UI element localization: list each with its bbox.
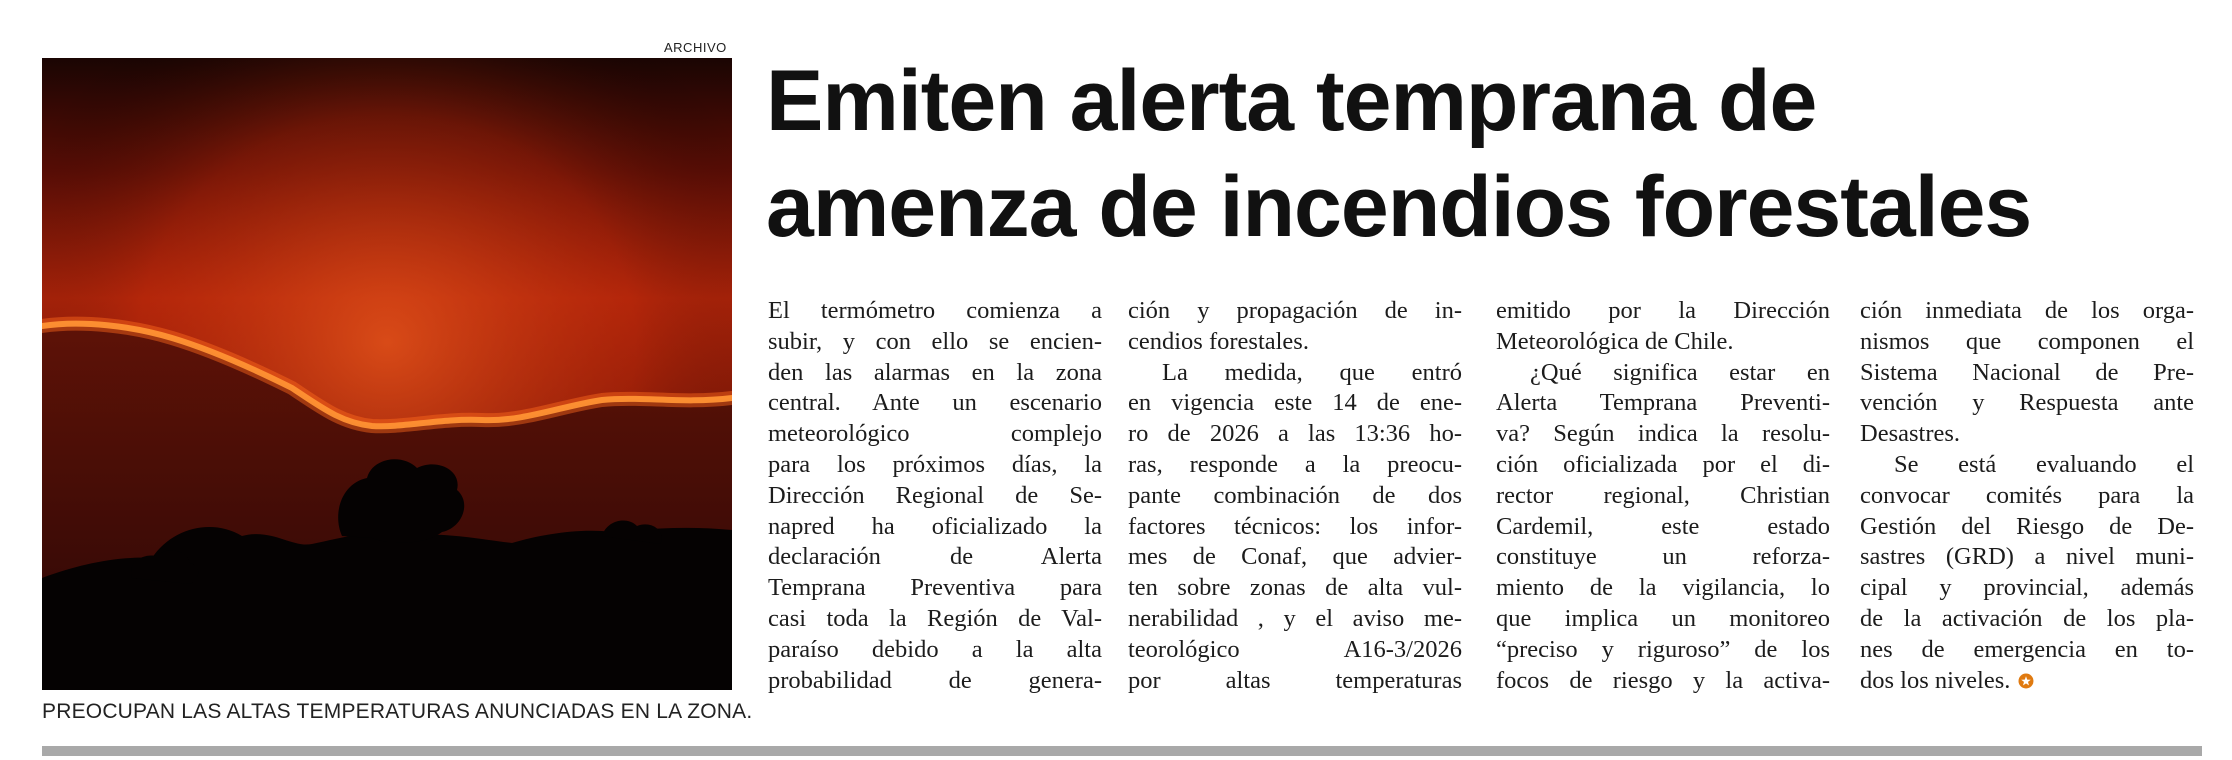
body-column-2	[1128, 296, 1462, 696]
body-text-line	[768, 666, 1102, 697]
body-text-line	[1860, 542, 2194, 573]
body-text-line	[1496, 573, 1830, 604]
body-text-line-text: pante combinación de dos	[1128, 481, 1462, 509]
body-text-line-text: ción y propagación de in-	[1128, 297, 1462, 324]
body-text-line	[1128, 635, 1462, 666]
body-text-line	[1860, 481, 2194, 512]
body-text-line	[1496, 512, 1830, 543]
body-text-line-text: Se está evaluando el	[1894, 450, 2194, 478]
body-column-4	[1860, 296, 2194, 696]
body-text-line	[768, 296, 1102, 327]
body-text-line	[768, 481, 1102, 512]
body-text-line-text: Alerta Temprana Preventi-	[1496, 389, 1830, 417]
body-text-line-text: cipal y provincial, además	[1860, 574, 2194, 602]
body-text-line-text: meteorológico complejo	[768, 420, 1102, 448]
body-text-line	[1860, 419, 2194, 450]
body-text-line	[768, 542, 1102, 573]
body-text-line-text: rector regional, Christian	[1496, 481, 1830, 509]
headline-line-1: Emiten alerta temprana de	[766, 53, 1817, 149]
body-text-line-text: ten sobre zonas de alta vul-	[1128, 574, 1462, 602]
body-text-line-text: El termómetro comienza a	[768, 297, 1102, 324]
body-text-line	[768, 573, 1102, 604]
body-text-line	[1860, 573, 2194, 604]
body-text-line-text: declaración de Alerta	[768, 543, 1102, 571]
photo-credit: ARCHIVO	[664, 40, 727, 55]
body-text-line-text: Gestión del Riesgo de De-	[1860, 512, 2194, 540]
body-text-line	[1860, 512, 2194, 543]
body-text-line	[768, 604, 1102, 635]
body-text-line	[1496, 604, 1830, 635]
body-text-line	[1496, 358, 1830, 389]
body-text-line-text: casi toda la Región de Val-	[768, 604, 1102, 632]
body-text-line	[1496, 450, 1830, 481]
body-text-line	[1496, 388, 1830, 419]
body-text-line-text: ro de 2026 a las 13:36 ho-	[1128, 420, 1462, 448]
body-text-line-text: Dirección Regional de Se-	[768, 481, 1102, 509]
wildfire-photo	[42, 58, 732, 690]
body-text-line	[1860, 604, 2194, 635]
body-text-line-text: napred ha oficializado la	[768, 512, 1102, 540]
body-text-line-text: ción inmediata de los orga-	[1860, 297, 2194, 324]
body-text-line	[768, 388, 1102, 419]
body-text-line	[768, 512, 1102, 543]
body-text-line-text: ción oficializada por el di-	[1496, 450, 1830, 478]
body-text-line	[1128, 419, 1462, 450]
body-text-line-text: Desastres.	[1860, 420, 1961, 448]
body-text-line-text: Meteorológica de Chile.	[1496, 327, 1734, 355]
body-text-line	[1860, 666, 2194, 697]
body-text-line-text: probabilidad de genera-	[768, 666, 1102, 694]
body-text-line-text: den las alarmas en la zona	[768, 358, 1102, 386]
body-text-line-text: dos los niveles.	[1860, 666, 2011, 694]
end-of-article-icon	[2018, 673, 2034, 689]
body-text-line	[1128, 327, 1462, 358]
body-text-line-text: cendios forestales.	[1128, 327, 1309, 355]
body-text-line	[1128, 358, 1462, 389]
body-text-line	[1496, 666, 1830, 697]
body-text-line-text: que implica un monitoreo	[1496, 604, 1830, 632]
body-text-line	[768, 635, 1102, 666]
body-text-line	[1860, 296, 2194, 327]
body-text-line	[1496, 635, 1830, 666]
body-text-line	[1128, 481, 1462, 512]
body-column-3	[1496, 296, 1830, 696]
body-text-line-text: nes de emergencia en to-	[1860, 635, 2194, 663]
body-text-line	[1128, 450, 1462, 481]
body-text-line-text: nismos que componen el	[1860, 327, 2194, 355]
body-text-line	[1128, 666, 1462, 697]
body-text-line	[1128, 604, 1462, 635]
body-text-line-text: va? Según indica la resolu-	[1496, 420, 1830, 448]
body-column-1	[768, 296, 1102, 696]
bottom-rule	[42, 746, 2202, 756]
body-text-line-text: paraíso debido a la alta	[768, 635, 1102, 663]
headline	[766, 48, 2206, 260]
body-text-line-text: sastres (GRD) a nivel muni-	[1860, 543, 2194, 571]
body-text-line	[768, 358, 1102, 389]
body-text-line-text: ¿Qué significa estar en	[1530, 358, 1830, 386]
body-text-line	[1128, 512, 1462, 543]
body-text-line	[768, 327, 1102, 358]
body-text-line-text: La medida, que entró	[1162, 358, 1462, 386]
body-text-line	[1860, 388, 2194, 419]
body-text-line-text: mes de Conaf, que advier-	[1128, 543, 1462, 571]
body-text-line	[1496, 481, 1830, 512]
body-text-line-text: de la activación de los pla-	[1860, 604, 2194, 632]
body-text-line-text: factores técnicos: los infor-	[1128, 512, 1462, 540]
body-text-line	[1496, 327, 1830, 358]
body-text-line	[1128, 388, 1462, 419]
body-text-line-text: emitido por la Dirección	[1496, 297, 1830, 324]
body-text-line-text: constituye un reforza-	[1496, 543, 1830, 571]
body-text-line	[1860, 635, 2194, 666]
body-text-line-text: miento de la vigilancia, lo	[1496, 574, 1830, 602]
photo-caption: PREOCUPAN LAS ALTAS TEMPERATURAS ANUNCIADAS EN LA ZONA.	[42, 700, 753, 723]
body-text-line	[1128, 296, 1462, 327]
body-text-line-text: subir, y con ello se encien-	[768, 327, 1102, 355]
body-text-line-text: vención y Respuesta ante	[1860, 389, 2194, 417]
body-text-line	[1496, 542, 1830, 573]
body-text-line-text: teorológico A16-3/2026	[1128, 635, 1462, 663]
body-text-line	[1496, 419, 1830, 450]
body-text-line-text: central. Ante un escenario	[768, 389, 1102, 417]
body-text-line-text: “preciso y riguroso” de los	[1496, 635, 1830, 663]
body-text-line	[1128, 573, 1462, 604]
body-text-line-text: nerabilidad , y el aviso me-	[1128, 604, 1462, 632]
body-text-line-text: focos de riesgo y la activa-	[1496, 666, 1830, 694]
body-text-line	[1860, 327, 2194, 358]
headline-line-2: amenza de incendios forestales	[766, 159, 2032, 255]
body-text-line-text: por altas temperaturas	[1128, 666, 1462, 694]
body-text-line-text: Temprana Preventiva para	[768, 574, 1102, 602]
body-text-line-text: Cardemil, este estado	[1496, 512, 1830, 540]
body-text-line	[768, 450, 1102, 481]
body-text-line-text: para los próximos días, la	[768, 450, 1102, 478]
body-text-line	[1128, 542, 1462, 573]
body-text-line	[1496, 296, 1830, 327]
body-text-line-text: Sistema Nacional de Pre-	[1860, 358, 2194, 386]
body-text-line	[1860, 450, 2194, 481]
body-text-line	[1860, 358, 2194, 389]
body-text-line-text: convocar comités para la	[1860, 481, 2194, 509]
body-text-line	[768, 419, 1102, 450]
body-text-line-text: ras, responde a la preocu-	[1128, 450, 1462, 478]
body-text-line-text: en vigencia este 14 de ene-	[1128, 389, 1462, 417]
